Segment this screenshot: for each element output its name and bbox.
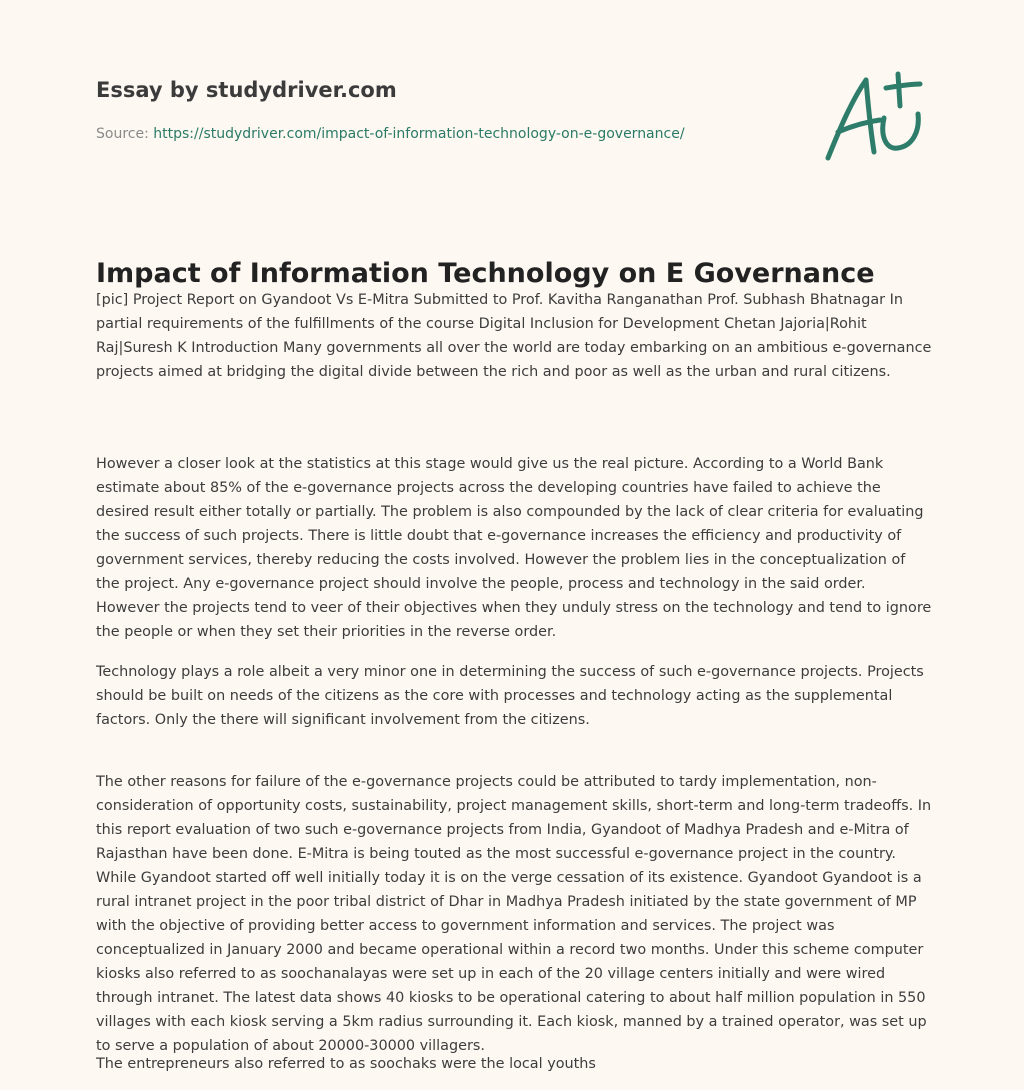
source-label: Source:	[96, 126, 149, 142]
article-paragraph: The entrepreneurs also referred to as soochaks were the local youths	[96, 1056, 596, 1072]
article-paragraph: [pic] Project Report on Gyandoot Vs E-Mitra Submitted to Prof. Kavitha Ranganathan Prof. Subhash Bhatnagar In partial requirements of the fulfillments of the course Digital Inclusion for Development Chetan Jajoria|Rohit Raj|Suresh K Introduction Many governments all over the world are today embarking on an ambitious e-governance projects aimed at bridging the digital divide between the rich and poor as well as the urban and rural citizens.	[96, 292, 932, 380]
a-plus-logo-icon	[822, 66, 932, 166]
article-paragraph: However a closer look at the statistics at this stage would give us the real picture. According to a World Bank estimate about 85% of the e-governance projects across the developing countries have failed to achieve the desired result either totally or partially. The problem is also compounded by the lack of clear criteria for evaluating the success of such projects. There is little doubt that e-governance increases the efficiency and productivity of government services, thereby reducing the costs involved. However the problem lies in the conceptualization of the project. Any e-governance project should involve the people, process and technology in the said order. However the projects tend to veer of their objectives when they unduly stress on the technology and tend to ignore the people or when they set their priorities in the reverse order.	[96, 456, 932, 640]
document-header	[96, 76, 796, 144]
article-title: Impact of Information Technology on E Governance	[96, 258, 875, 289]
source-line	[96, 124, 796, 144]
article-paragraph: Technology plays a role albeit a very minor one in determining the success of such e-governance projects. Projects should be built on needs of the citizens as the core with processes and technology acting as the supplemental factors. Only the there will significant involvement from the citizens.	[96, 664, 924, 728]
source-link[interactable]: https://studydriver.com/impact-of-information-technology-on-e-governance/	[153, 126, 685, 142]
article-paragraph: The other reasons for failure of the e-governance projects could be attributed to tardy implementation, non-consideration of opportunity costs, sustainability, project management skills, short-term and long-term tradeoffs. In this report evaluation of two such e-governance projects from India, Gyandoot of Madhya Pradesh and e-Mitra of Rajasthan have been done. E-Mitra is being touted as the most successful e-governance project in the country. While Gyandoot started off well initially today it is on the verge cessation of its existence. Gyandoot Gyandoot is a rural intranet project in the poor tribal district of Dhar in Madhya Pradesh initiated by the state government of MP with the objective of providing better access to government information and services. The project was conceptualized in January 2000 and became operational within a record two months. Under this scheme computer kiosks also referred to as soochanalayas were set up in each of the 20 village centers initially and were wired through intranet. The latest data shows 40 kiosks to be operational catering to about half million population in 550 villages with each kiosk serving a 5km radius surrounding it. Each kiosk, manned by a trained operator, was set up to serve a population of about 20000-30000 villagers.	[96, 774, 932, 1054]
site-name: Essay by studydriver.com	[96, 78, 397, 102]
